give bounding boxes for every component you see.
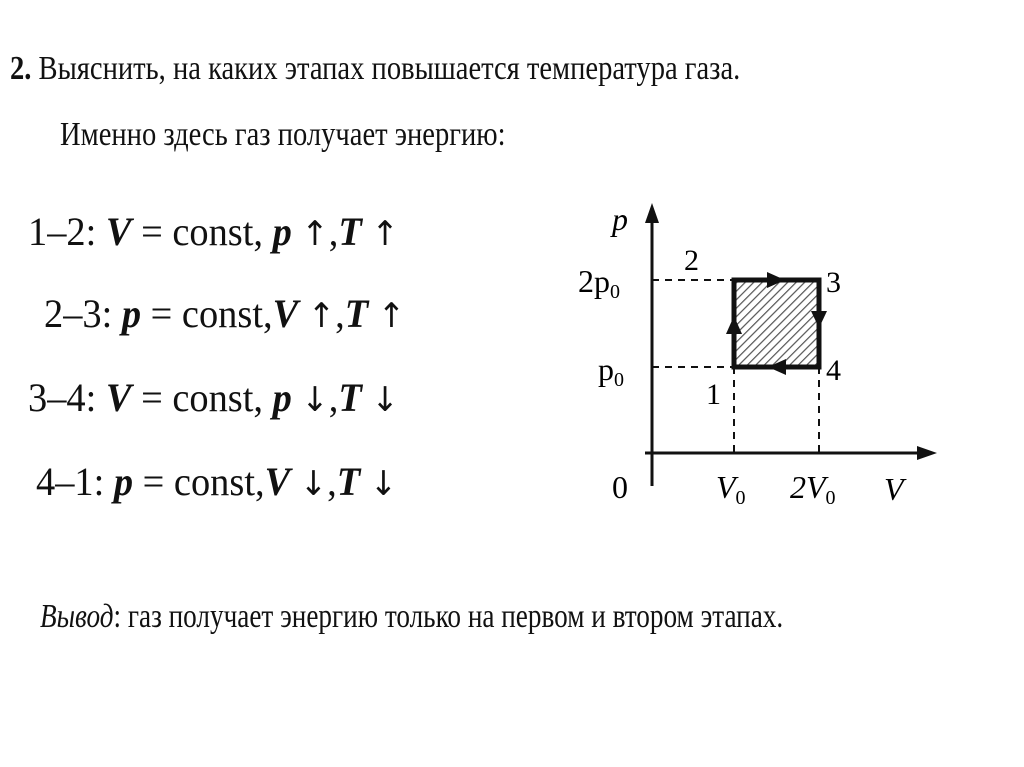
stage-4-1: 4–1: p = const,V ↓,T ↓: [36, 459, 398, 504]
arrow-down-icon: ↓: [371, 380, 399, 420]
task-number: 2.: [10, 50, 32, 87]
stage-fixed-var: p: [113, 459, 134, 504]
arrow-up-icon: ↑: [371, 214, 399, 254]
conclusion-text: : газ получает энергию только на первом и втором этапах.: [113, 598, 784, 635]
pv-diagram: [560, 195, 960, 525]
stage-var-b: T: [336, 459, 361, 504]
stage-var-a: V: [272, 291, 299, 336]
axis-x-label: V: [884, 471, 904, 507]
stage-3-4: 3–4: V = const, p ↓,T ↓: [28, 375, 399, 420]
stage-var-b: T: [344, 291, 369, 336]
stage-fixed-var: V: [105, 375, 132, 420]
arrow-up-icon: ↑: [301, 214, 329, 254]
x-tick-2v0: 2V0: [790, 469, 836, 509]
stage-eq: = const,: [131, 375, 273, 420]
origin-label: 0: [612, 469, 628, 505]
conclusion-label: Вывод: [40, 598, 114, 635]
stage-eq: = const,: [141, 291, 273, 336]
axis-y-label: p: [612, 201, 628, 237]
stage-fixed-var: V: [105, 209, 132, 254]
arrow-up-icon: ↑: [377, 296, 406, 336]
stage-var-a: p: [272, 375, 292, 420]
y-tick-p0: p0: [598, 351, 624, 391]
stage-var-a: p: [272, 209, 292, 254]
task-line-1: Выяснить, на каких этапах повышается температура газа.: [38, 50, 741, 87]
arrow-down-icon: ↓: [299, 464, 328, 504]
point-label-2: 2: [684, 244, 699, 277]
arrow-up-icon: ↑: [307, 296, 336, 336]
stage-id: 2–3:: [44, 291, 113, 336]
conclusion: [40, 598, 783, 636]
x-axis-arrowhead: [917, 446, 937, 460]
point-label-3: 3: [826, 266, 841, 299]
y-axis-arrowhead: [645, 203, 659, 223]
stage-eq: = const,: [131, 209, 273, 254]
task-line-2: Именно здесь газ получает энергию:: [60, 116, 506, 153]
x-tick-v0: V0: [716, 469, 746, 509]
stage-var-b: T: [338, 375, 362, 420]
y-tick-2p0: 2p0: [578, 263, 620, 303]
arrow-down-icon: ↓: [301, 380, 329, 420]
cycle-area: [734, 280, 819, 367]
stage-1-2: 1–2: V = const, p ↑,T ↑: [28, 209, 399, 254]
arrow-down-icon: ↓: [369, 464, 398, 504]
point-label-4: 4: [826, 354, 841, 387]
stage-2-3: 2–3: p = const,V ↑,T ↑: [44, 291, 406, 336]
stage-eq: = const,: [133, 459, 265, 504]
stage-id: 3–4:: [28, 375, 97, 420]
stage-fixed-var: p: [121, 291, 142, 336]
stage-id: 4–1:: [36, 459, 105, 504]
stage-id: 1–2:: [28, 209, 97, 254]
point-label-1: 1: [706, 378, 721, 411]
stage-var-a: V: [264, 459, 291, 504]
task-heading: [10, 50, 740, 88]
stage-var-b: T: [338, 209, 362, 254]
